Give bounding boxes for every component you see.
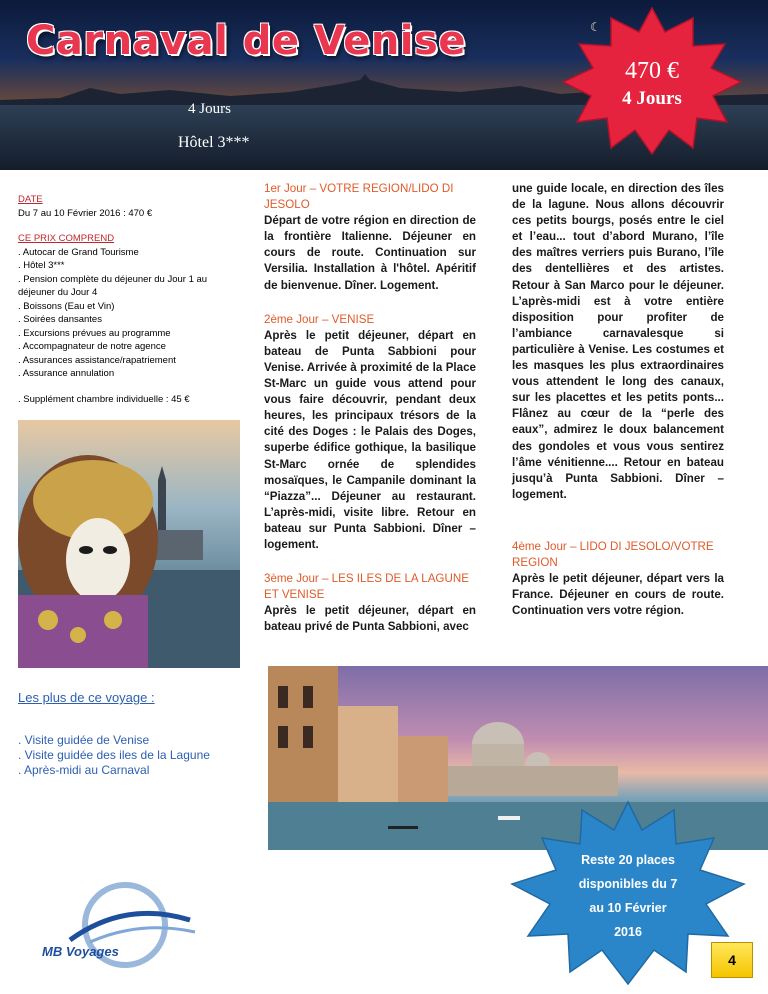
day3-title: 3ème Jour – LES ILES DE LA LAGUNE ET VENISE: [264, 572, 469, 602]
include-item: . Assurance annulation: [18, 368, 115, 379]
includes-heading: CE PRIX COMPREND: [18, 233, 115, 244]
availability-line: disponibles du 7: [578, 877, 678, 891]
highlights-list: [18, 733, 210, 778]
itinerary-column-2: [512, 181, 724, 619]
highlight-item: . Après-midi au Carnaval: [18, 763, 150, 777]
day2-text: Après le petit déjeuner, départ en bateau de Punta Sabbioni pour Venise. Arrivée à proximité de la Place St-Marc un guide vous attend pour vous faire découvrir, pendant deux heures, les principaux trésors de la cité des Doges : le Palais des Doges, superbe édifice gothique, la basilique St-Marc ornée de splendides mosaïques, le Campanile dominant la “Piazza”... Déjeuner au restaurant. L’après-midi, visite libre. Retour en bateau sur Punta Sabbioni. Dîner – logement.: [264, 328, 476, 551]
include-item: . Hôtel 3***: [18, 260, 65, 271]
availability-line: 2016: [614, 925, 642, 939]
page-title: Carnaval de Venise: [26, 18, 466, 64]
moon-icon: ☾: [590, 20, 601, 34]
header-days: 4 Jours: [188, 101, 231, 117]
availability-line: Reste 20 places: [581, 853, 675, 867]
highlights-heading: Les plus de ce voyage :: [18, 690, 155, 705]
date-text: Du 7 au 10 Février 2016 : 470 €: [18, 207, 153, 219]
day4-title: 4ème Jour – LIDO DI JESOLO/VOTRE REGION: [512, 539, 714, 569]
date-heading: DATE: [18, 194, 43, 205]
supplement-text: . Supplément chambre individuelle : 45 €: [18, 393, 190, 405]
itinerary-column-1: [264, 181, 476, 635]
trip-details: [18, 193, 238, 406]
include-item: . Pension complète du déjeuner du Jour 1 au déjeuner du Jour 4: [18, 273, 208, 298]
day3-text-continued: une guide locale, en direction des îles de la lagune. Nous allons découvrir ces petits bourgs, posés entre le ciel et l’eau... tout d’abord Murano, l’île des maîtres verriers puis Burano, l’île des dentellières et des artistes. Retour à San Marco pour le déjeuner. L’après-midi est à votre entière disposition pour profiter de l’ambiance carnavalesque si particulière à Venise. Les costumes et les masques les plus extraordinaires vous attendent le long des canaux, sur les placettes et les petits ponts... Flânez au cœur de la “perle des eaux”, admirez le doux balancement des gondoles et vous vous sentirez l’âme vénitienne.... Retour en bateau jusqu’à Punta Sabbioni. Dîner – logement.: [512, 182, 724, 501]
day1-text: Départ de votre région en direction de la frontière Italienne. Déjeuner en cours de route. Continuation sur Versilia. Installation à l'hôtel. Apéritif de bienvenue. Dîner. Logement.: [264, 214, 476, 292]
highlight-item: . Visite guidée de Venise: [18, 733, 150, 747]
day1-title: 1er Jour – VOTRE REGION/LIDO DI JESOLO: [264, 182, 454, 212]
price-badge: [557, 6, 747, 156]
include-item: . Autocar de Grand Tourisme: [18, 246, 139, 258]
header-hotel: Hôtel 3***: [178, 134, 250, 151]
include-item: . Assurances assistance/rapatriement: [18, 354, 176, 366]
include-item: . Soirées dansantes: [18, 314, 102, 325]
availability-text: [508, 848, 748, 944]
logo-name: MB Voyages: [42, 944, 119, 959]
include-item: . Boissons (Eau et Vin): [18, 300, 115, 312]
day2-title: 2ème Jour – VENISE: [264, 312, 375, 326]
availability-line: au 10 Février: [589, 901, 667, 915]
day4-text: Après le petit déjeuner, départ vers la France. Déjeuner en cours de route. Continuation vers votre région.: [512, 572, 724, 618]
carnival-mask-photo: [18, 420, 240, 668]
price-value: 470 €: [625, 58, 679, 84]
include-item: . Excursions prévues au programme: [18, 327, 171, 339]
day3-text: Après le petit déjeuner, départ en bateau privé de Punta Sabbioni, avec: [264, 604, 476, 634]
page-number: 4: [711, 942, 753, 978]
highlight-item: . Visite guidée des iles de la Lagune: [18, 748, 210, 762]
price-duration: 4 Jours: [622, 88, 682, 109]
include-item: . Accompagnateur de notre agence: [18, 341, 166, 352]
